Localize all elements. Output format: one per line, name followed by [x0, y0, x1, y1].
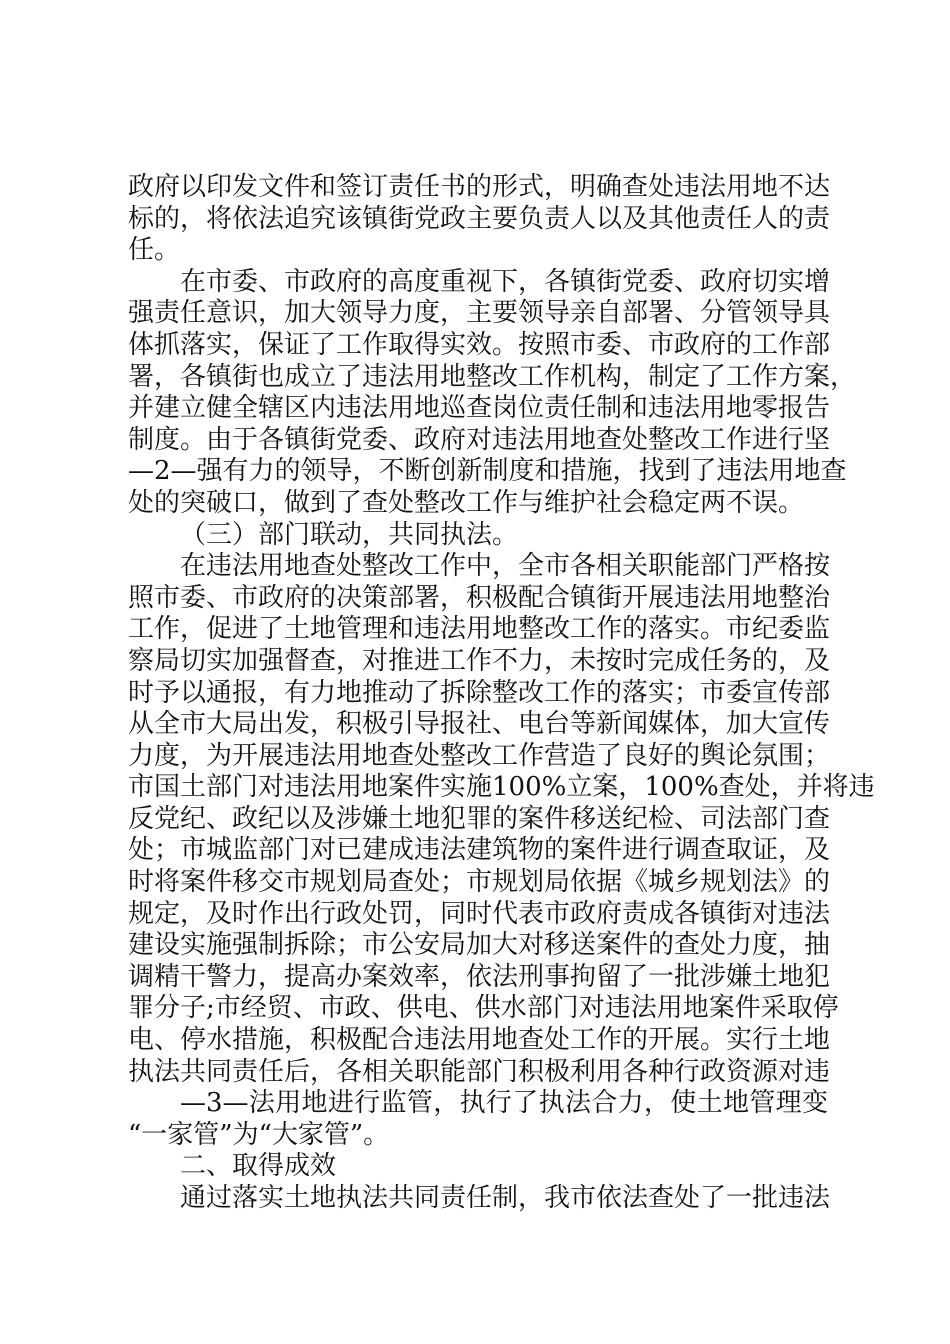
text-line: 从全市大局出发，积极引导报社、电台等新闻媒体，加大宣传: [128, 709, 831, 740]
text-line: 强责任意识，加大领导力度，主要领导亲自部署、分管领导具: [128, 298, 831, 329]
text-line: 工作，促进了土地管理和违法用地整改工作的落实。市纪委监: [128, 614, 831, 645]
text-line: 署，各镇街也成立了违法用地整改工作机构，制定了工作方案，: [128, 361, 857, 392]
text-line: 时予以通报，有力地推动了拆除整改工作的落实；市委宣传部: [128, 677, 831, 708]
text-line: 并建立健全辖区内违法用地巡查岗位责任制和违法用地零报告: [128, 393, 831, 424]
text-line: 任。: [128, 235, 181, 266]
text-line: 反党纪、政纪以及涉嫌土地犯罪的案件移送纪检、司法部门查: [128, 803, 831, 834]
text-line: —2—强有力的领导，不断创新制度和措施，找到了违法用地查: [128, 456, 847, 487]
text-line: 电、停水措施，积极配合违法用地查处工作的开展。实行土地: [128, 1025, 831, 1056]
text-line: 在市委、市政府的高度重视下，各镇街党委、政府切实增: [180, 266, 831, 297]
text-line: “一家管”为“大家管”。: [128, 1119, 390, 1150]
text-line: 调精干警力，提高办案效率，依法刑事拘留了一批涉嫌土地犯: [128, 961, 831, 992]
text-line: 力度，为开展违法用地查处整改工作营造了良好的舆论氛围；: [128, 740, 831, 771]
text-line: （三）部门联动，共同执法。: [180, 519, 519, 550]
text-line: 标的，将依法追究该镇街党政主要负责人以及其他责任人的责: [128, 203, 831, 234]
text-line: 二、取得成效: [180, 1151, 337, 1182]
text-line: 执法共同责任后，各相关职能部门积极利用各种行政资源对违: [128, 1056, 831, 1087]
text-line: 市国土部门对违法用地案件实施100%立案，100%查处，并将违: [128, 772, 875, 803]
text-line: 制度。由于各镇街党委、政府对违法用地查处整改工作进行坚: [128, 424, 831, 455]
text-line: 处的突破口，做到了查处整改工作与维护社会稳定两不误。: [128, 487, 805, 518]
text-line: —3—法用地进行监管，执行了执法合力，使土地管理变: [180, 1088, 828, 1119]
text-line: 体抓落实，保证了工作取得实效。按照市委、市政府的工作部: [128, 329, 831, 360]
text-line: 通过落实土地执法共同责任制，我市依法查处了一批违法: [180, 1183, 831, 1213]
text-line: 政府以印发文件和签订责任书的形式，明确查处违法用地不达: [128, 172, 831, 202]
text-line: 察局切实加强督查，对推进工作不力，未按时完成任务的，及: [128, 645, 831, 676]
body-text: [128, 172, 875, 1215]
text-line: 规定，及时作出行政处罚，同时代表市政府责成各镇街对违法: [128, 898, 831, 929]
text-line: 时将案件移交市规划局查处；市规划局依据《城乡规划法》的: [128, 867, 831, 898]
text-line: 在违法用地查处整改工作中，全市各相关职能部门严格按: [180, 551, 831, 582]
text-line: 建设实施强制拆除；市公安局加大对移送案件的查处力度，抽: [128, 930, 831, 961]
text-line: 处；市城监部门对已建成违法建筑物的案件进行调查取证，及: [128, 835, 831, 866]
text-line: 罪分子;市经贸、市政、供电、供水部门对违法用地案件采取停: [128, 993, 839, 1024]
text-line: 照市委、市政府的决策部署，积极配合镇街开展违法用地整治: [128, 582, 831, 613]
